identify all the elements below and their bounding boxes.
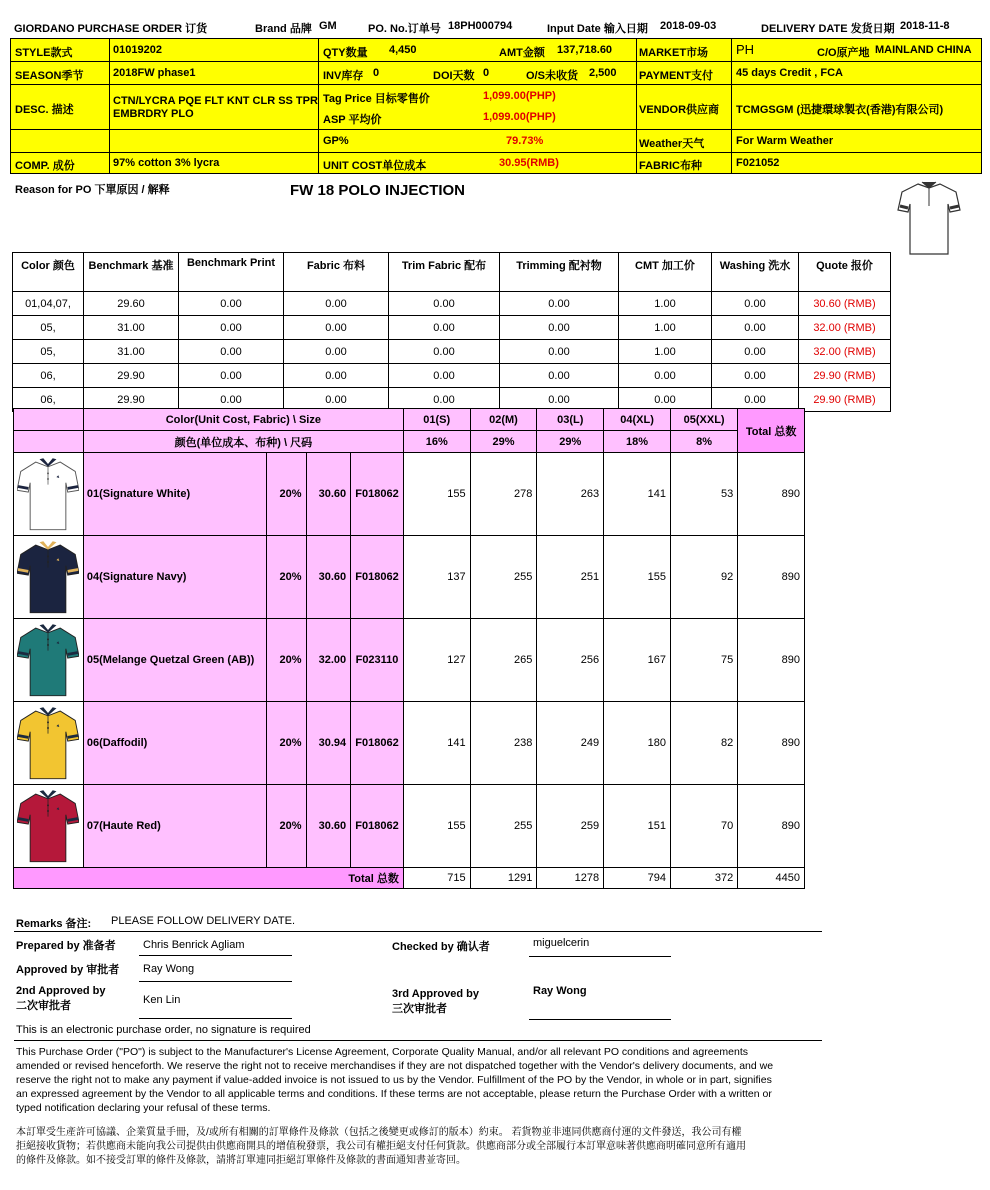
cost-cell: 0.00: [389, 388, 500, 412]
input-date-value: 2018-09-03: [660, 20, 717, 32]
tag-price-label: Tag Price 目标零售价: [323, 93, 430, 105]
cost-cell: 0.00: [179, 340, 284, 364]
terms-en-line: typed notification declaring your refusal of these terms.: [16, 1102, 271, 1114]
cost-cell: 0.00: [712, 316, 799, 340]
size-row: [14, 453, 805, 536]
cost-cell: 0.00: [712, 340, 799, 364]
asp-label: ASP 平均价: [323, 114, 382, 126]
cost-cell: 31.00: [84, 316, 179, 340]
size-total-m: 1291: [470, 868, 537, 889]
size-pct-l: 29%: [537, 431, 604, 453]
cost-header-trim-fabric: Trim Fabric 配布: [389, 253, 500, 292]
color-total: 890: [738, 785, 805, 868]
cost-cell: 0.00: [284, 316, 389, 340]
brand-value: GM: [319, 20, 337, 32]
size-qty: 151: [604, 785, 671, 868]
qty-label: QTY数量: [323, 47, 368, 59]
cost-cell: 0.00: [389, 292, 500, 316]
cost-cell: 0.00: [712, 292, 799, 316]
color-fabric: F018062: [351, 536, 404, 619]
color-image-cell: [14, 619, 84, 702]
cost-cell: 0.00: [712, 364, 799, 388]
color-fabric: F018062: [351, 785, 404, 868]
amt-label: AMT金额: [499, 47, 545, 59]
color-pct: 20%: [266, 702, 306, 785]
cost-cell: 1.00: [619, 340, 712, 364]
size-qty: 155: [403, 785, 470, 868]
cost-cell: 0.00: [500, 340, 619, 364]
size-row: [14, 619, 805, 702]
color-name: 06(Daffodil): [83, 702, 266, 785]
color-unit-cost: 30.60: [306, 536, 351, 619]
polo-shirt-image: [17, 787, 79, 865]
cost-cell: 0.00: [389, 364, 500, 388]
size-qty: 167: [604, 619, 671, 702]
third-approved-label: 3rd Approved by: [392, 988, 479, 1000]
color-unit-cost: 30.60: [306, 453, 351, 536]
cost-cell: 0.00: [179, 316, 284, 340]
checked-by-value: miguelcerin: [533, 937, 590, 949]
size-qty: 137: [403, 536, 470, 619]
unit-cost-value: 30.95(RMB): [499, 157, 559, 169]
cost-header-quote: Quote 报价: [799, 253, 891, 292]
payment-label: PAYMENT支付: [639, 70, 713, 82]
size-row: [14, 536, 805, 619]
color-image-cell: [14, 702, 84, 785]
size-qty: 238: [470, 702, 537, 785]
size-breakdown-table: [13, 408, 805, 889]
size-total-s: 715: [403, 868, 470, 889]
os-label: O/S未收货: [526, 70, 578, 82]
size-qty: 53: [671, 453, 738, 536]
size-header-l: 03(L): [537, 409, 604, 431]
cost-cell: 29.90: [84, 388, 179, 412]
cost-table-header: [13, 253, 891, 292]
cost-cell: 29.90 (RMB): [799, 388, 891, 412]
weather-label: Weather天气: [639, 138, 705, 150]
po-value: 18PH000794: [448, 20, 513, 32]
po-info-grid: [10, 38, 982, 174]
cost-cell: 0.00: [284, 340, 389, 364]
size-totals-label: Total 总数: [14, 868, 404, 889]
desc-value-line1: CTN/LYCRA PQE FLT KNT CLR SS TPR: [113, 95, 318, 107]
size-pct-xxl: 8%: [671, 431, 738, 453]
amt-value: 137,718.60: [557, 44, 613, 56]
size-qty: 141: [604, 453, 671, 536]
cost-header-trimming: Trimming 配衬物: [500, 253, 619, 292]
third-approved-value: Ray Wong: [533, 985, 587, 997]
tag-price-value: 1,099.00(PHP): [483, 90, 556, 102]
size-pct-s: 16%: [403, 431, 470, 453]
style-label: STYLE款式: [15, 47, 73, 59]
color-unit-cost: 30.60: [306, 785, 351, 868]
size-header-xl: 04(XL): [604, 409, 671, 431]
cost-header-cmt: CMT 加工价: [619, 253, 712, 292]
terms-cn-line: 的條件及條款。如不接受訂單的條件及條款，請將訂單連同拒絕訂單條件及條款的書面通知書並寄回。: [16, 1155, 466, 1166]
color-name: 04(Signature Navy): [83, 536, 266, 619]
size-pct-xl: 18%: [604, 431, 671, 453]
size-qty: 259: [537, 785, 604, 868]
prepared-by-value: Chris Benrick Agliam: [143, 939, 245, 951]
size-qty: 263: [537, 453, 604, 536]
po-label: PO. No.订单号: [368, 23, 441, 35]
size-header-xxl: 05(XXL): [671, 409, 738, 431]
size-qty: 155: [403, 453, 470, 536]
size-qty: 141: [403, 702, 470, 785]
payment-value: 45 days Credit , FCA: [736, 67, 843, 79]
size-header-s: 01(S): [403, 409, 470, 431]
market-label: MARKET市场: [639, 47, 709, 59]
market-value: PH: [736, 42, 755, 57]
co-value: MAINLAND CHINA: [875, 44, 972, 56]
color-image-cell: [14, 453, 84, 536]
cost-cell: 29.90 (RMB): [799, 364, 891, 388]
terms-english: [16, 1045, 816, 1115]
brand-label: Brand 品牌: [255, 23, 312, 35]
color-image-cell: [14, 785, 84, 868]
size-grand-total: 4450: [738, 868, 805, 889]
color-image-cell: [14, 536, 84, 619]
cost-cell: 0.00: [284, 388, 389, 412]
checked-by-label: Checked by 确认者: [392, 941, 490, 953]
approved-by-label: Approved by 审批者: [16, 964, 120, 976]
desc-value-line2: EMBRDRY PLO: [113, 108, 194, 120]
polo-sketch-image: [896, 178, 962, 258]
polo-shirt-image: [17, 704, 79, 782]
vendor-value: TCMGSGM (迅捷環球製衣(香港)有限公司): [736, 104, 944, 116]
cost-table-row: [13, 292, 891, 316]
size-header-m: 02(M): [470, 409, 537, 431]
prepared-by-label: Prepared by 准备者: [16, 940, 116, 952]
cost-header-benchmark: Benchmark 基准: [84, 253, 179, 292]
size-header-corner: [14, 409, 84, 431]
doi-value: 0: [483, 67, 490, 79]
cost-cell: 0.00: [179, 364, 284, 388]
unit-cost-label: UNIT COST单位成本: [323, 160, 427, 172]
size-total-xxl: 372: [671, 868, 738, 889]
weather-value: For Warm Weather: [736, 135, 834, 147]
size-qty: 249: [537, 702, 604, 785]
terms-en-line: an expressed agreement by the Vendor to all applicable terms and conditions. If these terms are not acceptable, please return the Purchase Order with a written or: [16, 1088, 772, 1100]
size-row: [14, 785, 805, 868]
color-fabric: F018062: [351, 453, 404, 536]
size-header-title-en: Color(Unit Cost, Fabric) \ Size: [83, 409, 403, 431]
electronic-po-note: This is an electronic purchase order, no signature is required: [16, 1024, 311, 1036]
size-header-corner-2: [14, 431, 84, 453]
po-reason-title: FW 18 POLO INJECTION: [290, 182, 466, 199]
cost-cell: 0.00: [500, 388, 619, 412]
size-qty: 155: [604, 536, 671, 619]
color-pct: 20%: [266, 619, 306, 702]
color-name: 01(Signature White): [83, 453, 266, 536]
polo-shirt-image: [17, 538, 79, 616]
cost-cell: 0.00: [389, 316, 500, 340]
size-qty: 82: [671, 702, 738, 785]
qty-value: 4,450: [389, 44, 417, 56]
terms-en-line: reserve the right not to make any payment if value-added invoice is not issued to us by the Vendor. Fulfillment of the PO by the Vendor, in whole or in part, signifies: [16, 1074, 772, 1086]
cost-cell: 0.00: [712, 388, 799, 412]
desc-label: DESC. 描述: [15, 104, 74, 116]
cost-cell: 31.00: [84, 340, 179, 364]
size-qty: 278: [470, 453, 537, 536]
polo-shirt-image: [17, 455, 79, 533]
size-total-l: 1278: [537, 868, 604, 889]
cost-cell: 29.90: [84, 364, 179, 388]
delivery-date-label: DELIVERY DATE 发货日期: [761, 23, 895, 35]
size-qty: 92: [671, 536, 738, 619]
cost-cell: 06,: [13, 388, 84, 412]
color-fabric: F023110: [351, 619, 404, 702]
color-pct: 20%: [266, 785, 306, 868]
cost-cell: 32.00 (RMB): [799, 316, 891, 340]
reason-label: Reason for PO 下單原因 / 解释: [15, 184, 170, 196]
gp-value: 79.73%: [506, 135, 544, 147]
size-qty: 255: [470, 785, 537, 868]
cost-cell: 0.00: [619, 388, 712, 412]
cost-cell: 0.00: [500, 316, 619, 340]
size-row: [14, 702, 805, 785]
size-pct-m: 29%: [470, 431, 537, 453]
cost-cell: 05,: [13, 316, 84, 340]
style-value: 01019202: [113, 44, 162, 56]
terms-cn-line: 拒絕接收貨物；若供應商未能向我公司提供由供應商開具的增值稅發票，我公司有權拒絕支付任何貨款。供應商部分或全部履行本訂單意味著供應商明確同意所有適用: [16, 1141, 746, 1152]
color-unit-cost: 30.94: [306, 702, 351, 785]
size-qty: 70: [671, 785, 738, 868]
cost-cell: 1.00: [619, 292, 712, 316]
third-approved-label-cn: 三次审批者: [392, 1003, 447, 1015]
color-total: 890: [738, 536, 805, 619]
size-header-total: Total 总数: [738, 409, 805, 453]
cost-cell: 01,04,07,: [13, 292, 84, 316]
input-date-label: Input Date 输入日期: [547, 23, 648, 35]
comp-value: 97% cotton 3% lycra: [113, 157, 220, 169]
size-header-title-cn: 颜色(单位成本、布种) \ 尺码: [83, 431, 403, 453]
color-unit-cost: 32.00: [306, 619, 351, 702]
cost-cell: 0.00: [179, 388, 284, 412]
fabric-value: F021052: [736, 157, 780, 169]
polo-shirt-image: [17, 621, 79, 699]
cost-cell: 0.00: [284, 364, 389, 388]
color-pct: 20%: [266, 453, 306, 536]
comp-label: COMP. 成份: [15, 160, 75, 172]
season-label: SEASON季节: [15, 70, 84, 82]
color-name: 07(Haute Red): [83, 785, 266, 868]
size-qty: 180: [604, 702, 671, 785]
cost-cell: 0.00: [179, 292, 284, 316]
gp-label: GP%: [323, 135, 349, 147]
remarks-value: PLEASE FOLLOW DELIVERY DATE.: [111, 915, 296, 927]
second-approved-label-cn: 二次审批者: [16, 1000, 71, 1012]
size-qty: 127: [403, 619, 470, 702]
size-total-xl: 794: [604, 868, 671, 889]
company-title: GIORDANO PURCHASE ORDER 订货: [14, 23, 208, 35]
cost-cell: 0.00: [619, 364, 712, 388]
delivery-date-value: 2018-11-8: [900, 20, 950, 32]
remarks-label: Remarks 备注:: [16, 918, 92, 930]
cost-header-benchmark-print: Benchmark Print: [179, 253, 284, 292]
color-total: 890: [738, 453, 805, 536]
terms-en-line: This Purchase Order ("PO") is subject to the Manufacturer's License Agreement, Corporate Quality Manual, and/or all relevant PO conditions and agreements: [16, 1046, 748, 1058]
color-pct: 20%: [266, 536, 306, 619]
cost-cell: 0.00: [284, 292, 389, 316]
cost-cell: 1.00: [619, 316, 712, 340]
cost-cell: 0.00: [500, 292, 619, 316]
size-qty: 255: [470, 536, 537, 619]
size-qty: 265: [470, 619, 537, 702]
cost-cell: 32.00 (RMB): [799, 340, 891, 364]
cost-cell: 0.00: [500, 364, 619, 388]
cost-cell: 29.60: [84, 292, 179, 316]
season-value: 2018FW phase1: [113, 67, 196, 79]
size-qty: 251: [537, 536, 604, 619]
inv-label: INV库存: [323, 70, 364, 82]
second-approved-label: 2nd Approved by: [16, 985, 106, 997]
vendor-label: VENDOR供应商: [639, 104, 720, 116]
size-qty: 256: [537, 619, 604, 702]
cost-cell: 06,: [13, 364, 84, 388]
approved-by-value: Ray Wong: [143, 963, 195, 975]
size-totals-row: [14, 868, 805, 889]
cost-table-row: [13, 340, 891, 364]
cost-header-fabric: Fabric 布料: [284, 253, 389, 292]
color-name: 05(Melange Quetzal Green (AB)): [83, 619, 266, 702]
cost-header-washing: Washing 洗水: [712, 253, 799, 292]
color-total: 890: [738, 702, 805, 785]
fabric-label: FABRIC布种: [639, 160, 702, 172]
cost-table-row: [13, 316, 891, 340]
cost-table-row: [13, 364, 891, 388]
terms-chinese: [16, 1126, 826, 1168]
terms-en-line: amended or revised henceforth. We reserve the right not to receive merchandises if they are not dispatched together with the Vendor's delivery documents, and we: [16, 1060, 774, 1072]
os-value: 2,500: [589, 67, 617, 79]
co-label: C/O原产地: [817, 47, 870, 59]
color-fabric: F018062: [351, 702, 404, 785]
color-total: 890: [738, 619, 805, 702]
asp-value: 1,099.00(PHP): [483, 111, 556, 123]
cost-breakdown-table: [12, 252, 891, 412]
inv-value: 0: [373, 67, 380, 79]
cost-header-color: Color 颜色: [13, 253, 84, 292]
cost-cell: 05,: [13, 340, 84, 364]
doi-label: DOI天数: [433, 70, 475, 82]
terms-cn-line: 本訂單受生產許可協議、企業質量手冊，及/或所有相關的訂單條件及條款（包括之後變更或修訂的版本）約束。 若貨物並非連同供應商付運的文件發送，我公司有權: [16, 1127, 742, 1138]
cost-cell: 0.00: [389, 340, 500, 364]
second-approved-value: Ken Lin: [143, 994, 181, 1006]
size-qty: 75: [671, 619, 738, 702]
cost-cell: 30.60 (RMB): [799, 292, 891, 316]
